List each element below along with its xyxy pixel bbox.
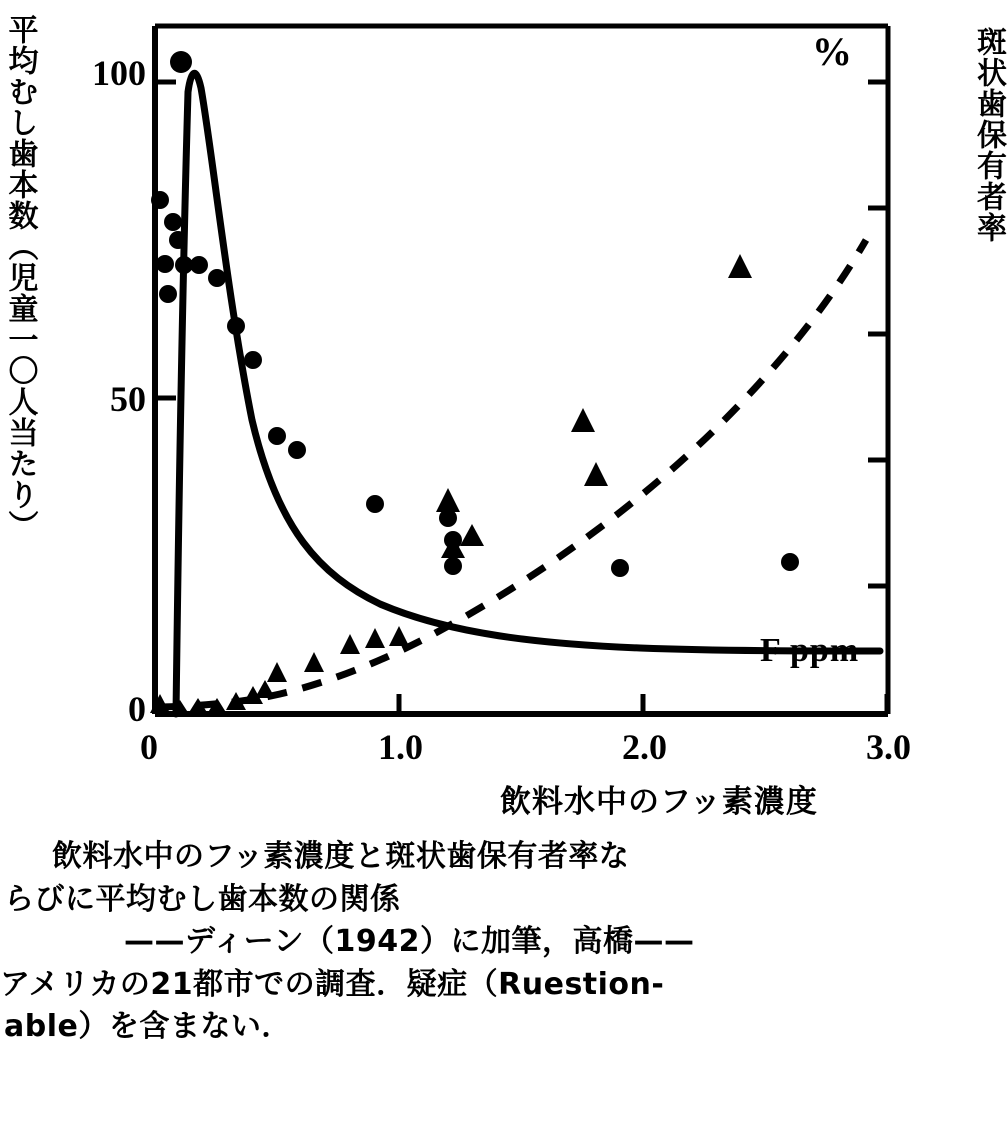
caries-curve bbox=[176, 73, 880, 714]
y-tick-50: 50 bbox=[110, 379, 146, 419]
y-tick-100: 100 bbox=[92, 53, 146, 93]
x-tick-3: 3.0 bbox=[866, 727, 911, 767]
axes-frame bbox=[155, 26, 888, 714]
caption-line-3: ——ディーン（1942）に加筆，高橋—— bbox=[124, 924, 695, 960]
x-axis-title: 飲料水中のフッ素濃度 bbox=[500, 784, 818, 820]
percent-unit-label: % bbox=[812, 29, 852, 74]
x-tick-2: 2.0 bbox=[622, 727, 667, 767]
caption-line-4: アメリカの21都市での調査．疑症（Ruestion- bbox=[0, 966, 665, 1002]
caries-points bbox=[151, 51, 799, 577]
y-axis-right-title: 斑状歯保有者率 bbox=[971, 26, 1006, 243]
x-tick-1: 1.0 bbox=[378, 727, 423, 767]
caption-line-1: 飲料水中のフッ素濃度と斑状歯保有者率な bbox=[52, 839, 630, 874]
fppm-unit-label: F ppm bbox=[760, 632, 860, 669]
y-right-ticks bbox=[868, 82, 888, 586]
x-tick-0: 0 bbox=[140, 727, 158, 767]
y-tick-0: 0 bbox=[128, 689, 146, 729]
y-left-ticks bbox=[155, 82, 176, 714]
caption-line-2: らびに平均むし歯本数の関係 bbox=[4, 881, 401, 917]
y-axis-left-title: 平均むし歯本数（児童一〇人当たり） bbox=[2, 14, 38, 541]
caption-line-5: able）を含まない． bbox=[4, 1009, 292, 1045]
figure-caption bbox=[0, 836, 1008, 1049]
